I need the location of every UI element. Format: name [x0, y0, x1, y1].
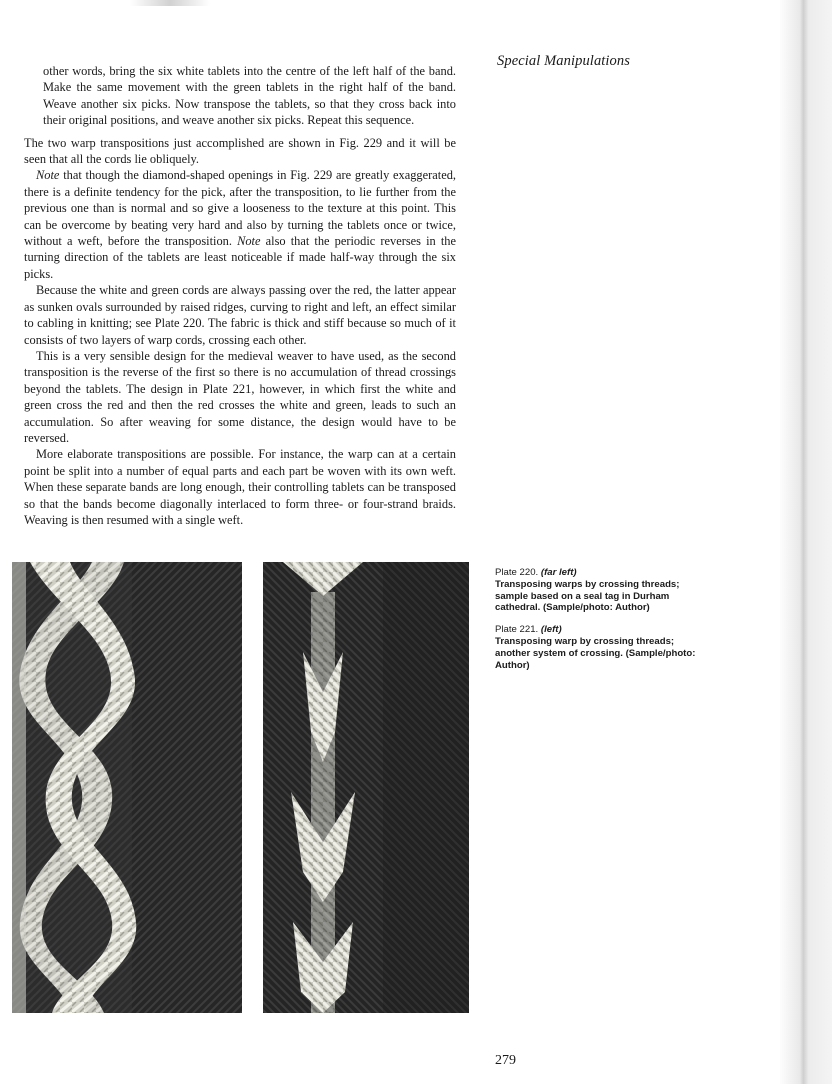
paragraph-text: that though the diamond-shaped openings in Fig. 229 are greatly exaggerated, there is a definite tendency for the pick, after the transposition, to lie further from the previous one than is normal and so give a looseness to the texture at this point. This can be overcome by beating very hard and also by turning the tablets once or twice, without a weft, before the transposition. — [24, 168, 456, 249]
scan-smudge — [130, 0, 210, 6]
caption-label: Plate 220. — [495, 567, 539, 578]
paragraph-text: also that the periodic reverses in the turning direction of the tablets are least noticeable if made half-way through the six picks. — [24, 234, 456, 281]
body-text — [24, 63, 456, 528]
caption-location: (left) — [540, 624, 562, 636]
paragraph: The two warp transpositions just accomplished are shown in Fig. 229 and it will be seen that all the cords lie obliquely. — [24, 135, 456, 167]
paragraph — [24, 167, 456, 282]
caption-plate-221 — [495, 624, 700, 671]
plate-captions — [495, 567, 700, 681]
note-word: Note — [36, 168, 60, 183]
running-head: Special Manipulations — [497, 53, 630, 69]
caption-location: (far left) — [540, 567, 577, 578]
paragraph: More elaborate transpositions are possible. For instance, the warp can at a certain point be split into a number of equal parts and each part be woven with its own weft. When these separate bands are long enough, their controlling tablets can be transposed so that the bands become diagonally interlaced to form three- or four-strand braids. Weaving is then resumed with a single weft. — [24, 447, 456, 527]
plate-220-photo — [12, 562, 242, 1013]
caption-text: Transposing warp by crossing threads; another system of crossing. (Sample/photo: Author) — [495, 635, 696, 671]
page-edge-shadow — [780, 0, 832, 1084]
note-word: Note — [237, 234, 261, 249]
page-number: 279 — [495, 1053, 516, 1068]
caption-plate-220 — [495, 567, 700, 614]
paragraph: other words, bring the six white tablets into the centre of the left half of the band. Make the same movement with the green tablets in the right half of the band. Weave another six picks. Now transpose the tablets, so that they cross back into their original positions, and weave another six picks. Repeat this sequence. — [43, 64, 456, 128]
paragraph: This is a very sensible design for the medieval weaver to have used, as the second transposition is the reverse of the first so there is no accumulation of thread crossings beyond the tablets. The design in Plate 221, however, in which first the white and green cross the red and then the red crosses the white and green, leads to such an accumulation. So after weaving for some distance, the design would have to be reversed. — [24, 348, 456, 445]
paragraph: Because the white and green cords are always passing over the red, the latter appear as sunken ovals surrounded by raised ridges, curving to right and left, an effect similar to cabling in knitting; see Plate 220. The fabric is thick and stiff because so much of it consists of two layers of warp cords, crossing each other. — [24, 283, 456, 347]
plate-221-photo — [263, 562, 469, 1013]
caption-label: Plate 221. — [495, 624, 539, 636]
caption-text: Transposing warps by crossing threads; sample based on a seal tag in Durham cathedral. (Sample/photo: Author) — [495, 578, 680, 614]
